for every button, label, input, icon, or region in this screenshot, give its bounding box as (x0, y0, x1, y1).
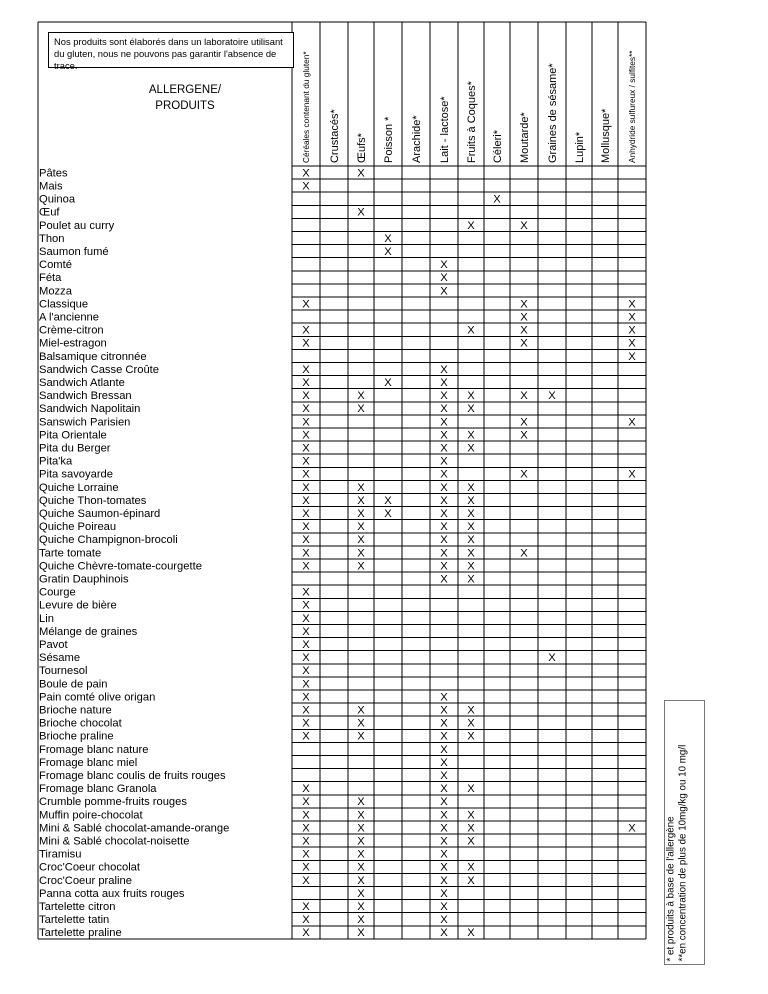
allergen-mark: X (302, 914, 310, 927)
product-name: Fromage blanc miel (39, 756, 138, 769)
allergen-mark: X (302, 416, 310, 429)
allergen-mark: X (302, 796, 310, 809)
product-name: Crème-citron (39, 324, 104, 337)
allergen-mark: X (440, 770, 448, 782)
allergen-mark: X (440, 848, 448, 861)
allergen-header: Œufs* (355, 133, 368, 163)
allergen-mark: X (357, 534, 365, 547)
table-corner-title (110, 82, 260, 114)
allergen-mark: X (302, 874, 310, 887)
allergen-mark: X (302, 403, 310, 416)
allergen-mark: X (467, 783, 475, 796)
allergen-mark: X (467, 494, 475, 507)
allergen-mark: X (302, 665, 310, 678)
allergen-mark: X (440, 442, 448, 455)
allergen-mark: X (302, 429, 310, 442)
allergen-mark: X (302, 298, 310, 311)
product-name: Sandwich Napolitain (39, 403, 141, 416)
product-name: Courge (39, 586, 76, 599)
allergen-mark: X (467, 481, 475, 494)
allergen-header: Poisson * (382, 116, 395, 163)
product-name: Mini & Sablé chocolat-amande-orange (39, 822, 230, 835)
allergen-mark: X (440, 416, 448, 429)
legend-text (666, 701, 706, 966)
product-name: Quiche Lorraine (39, 481, 119, 494)
allergen-mark: X (302, 704, 310, 717)
allergen-mark: X (467, 508, 475, 520)
allergen-mark: X (302, 691, 310, 704)
allergen-mark: X (467, 324, 475, 337)
product-name: Quiche Thon-tomates (39, 494, 147, 507)
product-name: Sandwich Casse Croûte (39, 363, 160, 376)
product-name: Féta (39, 272, 62, 285)
allergen-mark: X (357, 167, 365, 180)
allergen-mark: X (302, 494, 310, 507)
allergen-mark: X (440, 704, 448, 717)
allergen-mark: X (302, 377, 310, 389)
allergen-mark: X (548, 390, 556, 403)
product-name: Tartelette tatin (39, 914, 110, 927)
product-name: Croc'Coeur chocolat (39, 861, 141, 874)
allergen-mark: X (302, 861, 310, 874)
allergen-mark: X (302, 599, 310, 612)
allergen-mark: X (467, 547, 475, 560)
allergen-mark: X (357, 206, 365, 219)
allergen-mark: X (302, 586, 310, 599)
allergen-mark: X (357, 874, 365, 887)
legend-line2: **en concentration de plus de 10mg/kg ou 10 mg/l (677, 744, 689, 962)
allergen-mark: X (628, 337, 636, 350)
allergen-mark: X (440, 494, 448, 507)
allergen-mark: X (467, 730, 475, 743)
allergen-mark: X (440, 717, 448, 730)
allergen-header: Graines de sésame* (546, 63, 559, 163)
allergen-mark: X (440, 835, 448, 848)
product-name: Fromage blanc nature (39, 743, 149, 756)
allergen-mark: X (440, 927, 448, 940)
allergen-mark: X (467, 534, 475, 547)
allergen-mark: X (302, 652, 310, 665)
allergen-mark: X (357, 848, 365, 861)
product-name: Classique (39, 298, 89, 311)
product-name: Balsamique citronnée (39, 350, 147, 363)
allergen-mark: X (440, 272, 448, 285)
allergen-mark: X (628, 324, 636, 337)
legend-box (664, 700, 705, 965)
product-name: Quiche Chèvre-tomate-courgette (39, 560, 202, 573)
product-name: Gratin Dauphinois (39, 573, 129, 586)
allergen-mark: X (440, 403, 448, 416)
allergen-mark: X (467, 390, 475, 403)
allergen-mark: X (357, 704, 365, 717)
allergen-mark: X (440, 547, 448, 560)
allergen-mark: X (302, 167, 310, 180)
product-name: Miel-estragon (39, 337, 107, 350)
product-name: Brioche chocolat (39, 717, 122, 730)
allergen-mark: X (493, 193, 501, 206)
allergen-mark: X (520, 390, 528, 403)
allergen-mark: X (467, 822, 475, 835)
allergen-mark: X (440, 756, 448, 769)
allergen-mark: X (302, 822, 310, 835)
allergen-mark: X (357, 730, 365, 743)
allergen-mark: X (467, 403, 475, 416)
allergen-mark: X (302, 521, 310, 534)
allergen-mark: X (357, 901, 365, 913)
product-name: Mais (39, 180, 63, 193)
allergen-mark: X (357, 508, 365, 520)
allergen-mark: X (440, 783, 448, 796)
allergen-mark: X (302, 390, 310, 403)
allergen-mark: X (302, 547, 310, 560)
product-name: Quiche Poireau (39, 521, 117, 534)
allergen-mark: X (302, 927, 310, 940)
allergen-header: Céleri* (491, 129, 504, 163)
allergen-mark: X (440, 874, 448, 887)
allergen-mark: X (467, 521, 475, 534)
allergen-mark: X (440, 390, 448, 403)
product-name: Muffin poire-chocolat (39, 809, 143, 822)
product-name: Tartelette praline (39, 927, 122, 940)
product-name: Saumon fumé (39, 246, 109, 258)
product-name: Croc'Coeur praline (39, 874, 132, 887)
allergen-mark: X (628, 350, 636, 363)
product-name: Tournesol (39, 665, 88, 678)
allergen-mark: X (302, 717, 310, 730)
allergen-header: Lait - lactose* (438, 96, 451, 163)
allergen-mark: X (302, 442, 310, 455)
product-name: Pita Orientale (39, 429, 107, 442)
allergen-mark: X (440, 861, 448, 874)
corner-title-line2: PRODUITS (155, 100, 215, 112)
product-name: Pita du Berger (39, 442, 111, 455)
allergen-mark: X (357, 481, 365, 494)
allergen-mark: X (302, 508, 310, 520)
allergen-header: Fruits à Coques* (465, 81, 478, 163)
allergen-mark: X (302, 639, 310, 651)
allergen-mark: X (302, 455, 310, 468)
allergen-mark: X (467, 927, 475, 940)
product-name: Mozza (39, 285, 72, 298)
allergen-mark: X (467, 874, 475, 887)
allergen-mark: X (357, 887, 365, 900)
product-name: Sanswich Parisien (39, 416, 131, 429)
product-name: Fromage blanc Granola (39, 783, 157, 796)
allergen-mark: X (440, 429, 448, 442)
allergen-mark: X (302, 625, 310, 638)
product-name: Comté (39, 259, 72, 272)
allergen-mark: X (628, 468, 636, 481)
allergen-mark: X (357, 822, 365, 835)
allergen-mark: X (302, 835, 310, 848)
product-name: Sandwich Atlante (39, 377, 125, 389)
product-name: Brioche praline (39, 730, 114, 743)
allergen-mark: X (302, 809, 310, 822)
allergen-mark: X (440, 573, 448, 586)
allergen-mark: X (467, 835, 475, 848)
allergen-header: Crustacés* (328, 109, 341, 163)
allergen-mark: X (628, 311, 636, 324)
allergen-mark: X (357, 547, 365, 560)
allergen-mark: X (440, 455, 448, 468)
allergen-mark: X (520, 298, 528, 311)
allergen-mark: X (440, 377, 448, 389)
gluten-notice: Nos produits sont élaborés dans un laboratoire utilisant du gluten, nous ne pouvons pas garantir l'absence de trace. (48, 32, 294, 68)
allergen-mark: X (357, 861, 365, 874)
allergen-mark: X (440, 259, 448, 272)
product-name: Levure de bière (39, 599, 117, 612)
allergen-mark: X (440, 560, 448, 573)
allergen-mark: X (440, 809, 448, 822)
allergen-header: Lupin* (573, 131, 586, 163)
product-name: Quiche Champignon-brocoli (39, 534, 178, 547)
allergen-mark: X (357, 390, 365, 403)
product-name: Lin (39, 612, 54, 625)
allergen-mark: X (628, 416, 636, 429)
allergen-mark: X (520, 416, 528, 429)
product-name: Crumble pomme-fruits rouges (39, 796, 187, 809)
allergen-mark: X (302, 481, 310, 494)
allergen-mark: X (440, 901, 448, 913)
allergen-mark: X (440, 887, 448, 900)
allergen-mark: X (467, 560, 475, 573)
allergen-mark: X (357, 914, 365, 927)
product-name: Thon (39, 232, 65, 245)
allergen-mark: X (357, 521, 365, 534)
product-name: Sésame (39, 652, 81, 665)
allergen-mark: X (302, 324, 310, 337)
product-name: Fromage blanc coulis de fruits rouges (39, 770, 226, 782)
allergen-mark: X (520, 311, 528, 324)
allergen-mark: X (467, 717, 475, 730)
allergen-mark: X (520, 337, 528, 350)
allergen-header: Anhydride sulfureux / sulfites** (626, 50, 637, 163)
legend-line1: * et produits à base de l'allergène (665, 816, 677, 962)
allergen-mark: X (440, 796, 448, 809)
allergen-mark: X (467, 219, 475, 232)
allergen-mark: X (520, 324, 528, 337)
allergen-mark: X (467, 429, 475, 442)
allergen-mark: X (302, 848, 310, 861)
allergen-mark: X (467, 704, 475, 717)
allergen-mark: X (440, 363, 448, 376)
product-name: Poulet au curry (39, 219, 115, 232)
allergen-mark: X (440, 822, 448, 835)
allergen-mark: X (384, 508, 392, 520)
product-name: Mélange de graines (39, 625, 138, 638)
allergen-mark: X (440, 730, 448, 743)
product-name: Panna cotta aux fruits rouges (39, 887, 185, 900)
allergen-mark: X (302, 901, 310, 913)
product-name: A l'ancienne (39, 311, 99, 324)
allergen-mark: X (440, 914, 448, 927)
allergen-mark: X (357, 560, 365, 573)
product-name: Tartelette citron (39, 901, 116, 913)
allergen-mark: X (440, 508, 448, 520)
allergen-mark: X (440, 285, 448, 298)
product-name: Tiramisu (39, 848, 82, 861)
allergen-mark: X (357, 717, 365, 730)
allergen-mark: X (628, 822, 636, 835)
allergen-mark: X (520, 547, 528, 560)
allergen-mark: X (628, 298, 636, 311)
allergen-mark: X (548, 652, 556, 665)
allergen-mark: X (357, 494, 365, 507)
product-name: Quinoa (39, 193, 76, 206)
allergen-mark: X (467, 861, 475, 874)
allergen-mark: X (520, 219, 528, 232)
allergen-mark: X (302, 560, 310, 573)
allergen-mark: X (302, 678, 310, 691)
allergen-mark: X (440, 468, 448, 481)
allergen-mark: X (302, 337, 310, 350)
product-name: Pita'ka (39, 455, 73, 468)
allergen-mark: X (467, 809, 475, 822)
product-name: Œuf (39, 206, 60, 219)
allergen-header: Céréales contenant du gluten* (300, 51, 311, 163)
product-name: Pain comté olive origan (39, 691, 156, 704)
allergen-mark: X (302, 612, 310, 625)
product-name: Quiche Saumon-épinard (39, 508, 161, 520)
product-name: Brioche nature (39, 704, 112, 717)
allergen-header: Arachide* (410, 115, 423, 163)
allergen-mark: X (440, 534, 448, 547)
allergen-header: Moutarde* (518, 112, 531, 163)
allergen-mark: X (357, 835, 365, 848)
product-name: Pâtes (39, 167, 68, 180)
allergen-mark: X (357, 796, 365, 809)
allergen-mark: X (440, 743, 448, 756)
product-name: Boule de pain (39, 678, 108, 691)
allergen-mark: X (467, 573, 475, 586)
allergen-mark: X (440, 691, 448, 704)
corner-title-line1: ALLERGENE/ (148, 84, 222, 96)
allergen-mark: X (384, 494, 392, 507)
allergen-mark: X (384, 377, 392, 389)
allergen-mark: X (357, 809, 365, 822)
allergen-mark: X (440, 481, 448, 494)
allergen-mark: X (302, 468, 310, 481)
product-name: Pavot (39, 639, 68, 651)
allergen-mark: X (520, 429, 528, 442)
allergen-mark: X (302, 730, 310, 743)
allergen-mark: X (520, 468, 528, 481)
allergen-mark: X (384, 246, 392, 258)
product-name: Sandwich Bressan (39, 390, 132, 403)
allergen-header: Mollusque* (599, 108, 612, 163)
allergen-mark: X (302, 363, 310, 376)
allergen-mark: X (302, 783, 310, 796)
allergen-mark: X (302, 534, 310, 547)
product-name: Tarte tomate (39, 547, 102, 560)
allergen-mark: X (384, 232, 392, 245)
allergen-mark: X (357, 403, 365, 416)
allergen-mark: X (467, 442, 475, 455)
product-name: Mini & Sablé chocolat-noisette (39, 835, 190, 848)
allergen-mark: X (357, 927, 365, 940)
allergen-mark: X (302, 180, 310, 193)
allergen-mark: X (440, 521, 448, 534)
product-name: Pita savoyarde (39, 468, 114, 481)
